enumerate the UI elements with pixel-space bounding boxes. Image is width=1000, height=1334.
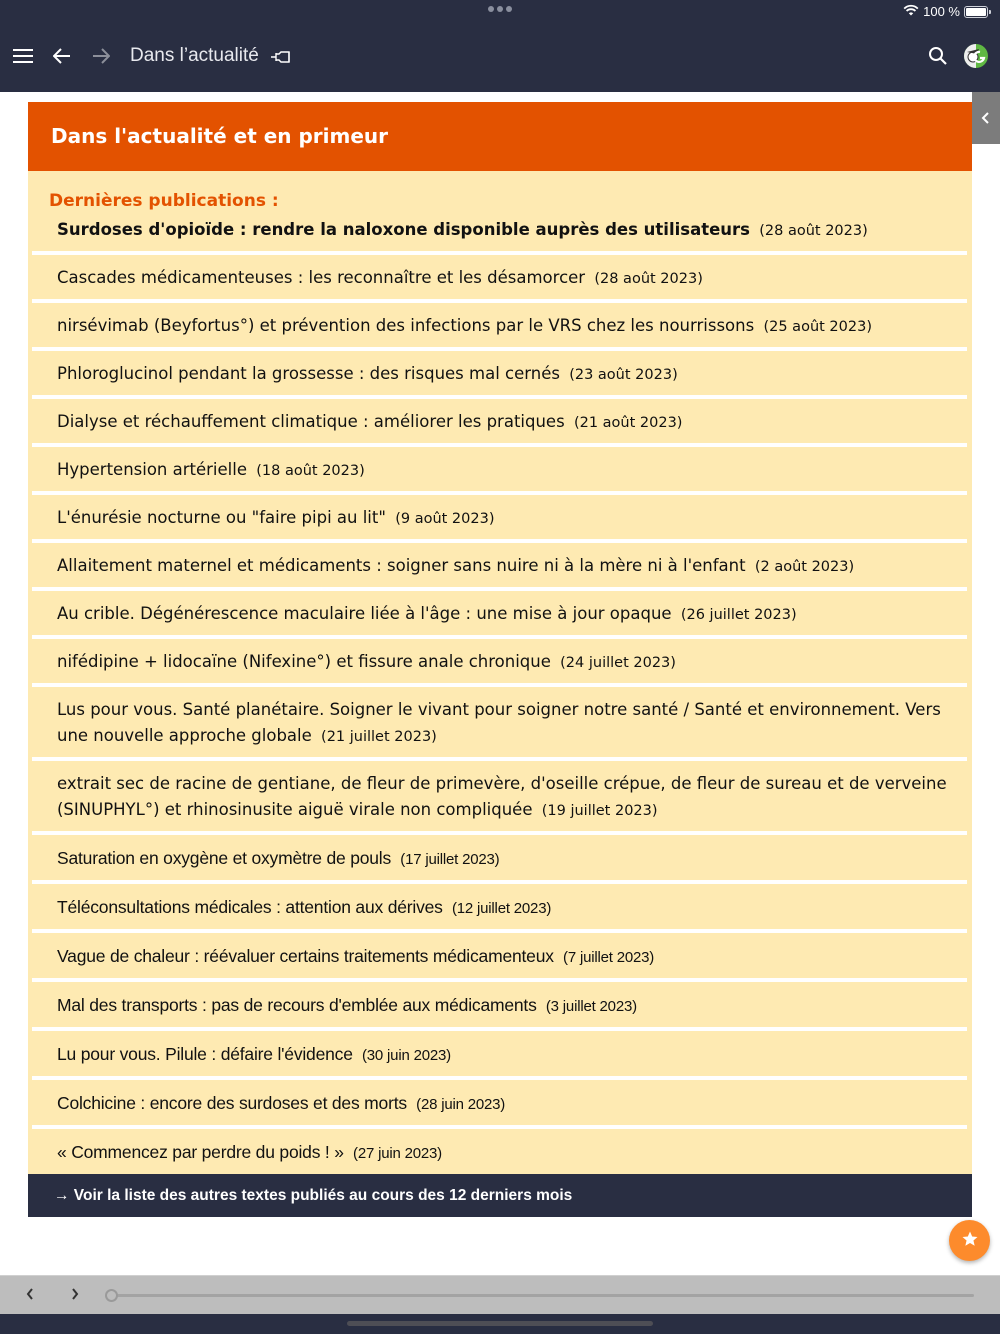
publication-date: (2 août 2023) xyxy=(754,559,855,575)
more-publications-link[interactable]: → Voir la liste des autres textes publiés au cours des 12 derniers mois xyxy=(28,1174,972,1217)
wifi-icon xyxy=(903,4,919,19)
panel-header: Dans l'actualité et en primeur xyxy=(28,102,972,171)
menu-button[interactable] xyxy=(9,44,37,72)
section-title: Dernières publications : xyxy=(49,191,279,211)
publication-title[interactable]: Allaitement maternel et médicaments : soigner sans nuire ni à la mère ni à l'enfant xyxy=(57,556,746,575)
publication-title[interactable]: Colchicine : encore des surdoses et des morts xyxy=(57,1093,407,1113)
search-icon xyxy=(928,46,948,70)
publication-date: (21 août 2023) xyxy=(573,415,683,431)
publication-date: (25 août 2023) xyxy=(763,319,872,335)
avatar xyxy=(963,43,989,73)
publication-title[interactable]: Hypertension artérielle xyxy=(57,460,247,479)
publication-date: (7 juillet 2023) xyxy=(563,949,655,966)
publication-title[interactable]: Saturation en oxygène et oxymètre de pouls xyxy=(57,848,392,868)
publication-item[interactable] xyxy=(32,591,967,639)
publication-item[interactable] xyxy=(32,639,967,687)
publication-item[interactable] xyxy=(32,884,967,933)
panel-body xyxy=(28,171,972,1174)
publication-date: (17 juillet 2023) xyxy=(400,851,500,868)
page-position-slider[interactable] xyxy=(110,1294,974,1297)
publication-date: (26 juillet 2023) xyxy=(680,607,797,623)
publication-date: (18 août 2023) xyxy=(256,463,365,479)
publication-date: (9 août 2023) xyxy=(395,511,495,527)
bottom-navigation-bar xyxy=(0,1275,1000,1314)
pin-button[interactable] xyxy=(270,48,294,70)
chevron-left-icon xyxy=(981,109,991,128)
favorite-button[interactable] xyxy=(949,1220,990,1261)
publication-title[interactable]: Téléconsultations médicales : attention aux dérives xyxy=(57,897,443,917)
publication-item[interactable] xyxy=(32,933,967,982)
publication-item[interactable] xyxy=(32,687,967,761)
publication-item[interactable] xyxy=(32,761,967,835)
publication-title[interactable]: Phloroglucinol pendant la grossesse : des risques mal cernés xyxy=(57,364,560,383)
publication-item[interactable] xyxy=(32,447,967,495)
publication-date: (27 juin 2023) xyxy=(353,1145,442,1162)
chevron-right-icon xyxy=(70,1286,80,1305)
pin-icon xyxy=(270,51,294,70)
previous-page-button[interactable] xyxy=(20,1285,40,1305)
page-title: Dans l’actualité xyxy=(130,45,259,66)
publication-title[interactable]: nifédipine + lidocaïne (Nifexine°) et fissure anale chronique xyxy=(57,652,551,671)
publication-date: (30 juin 2023) xyxy=(362,1047,451,1064)
multitasking-dots[interactable] xyxy=(488,6,512,12)
publication-date: (3 juillet 2023) xyxy=(545,998,637,1015)
publication-item[interactable] xyxy=(32,255,967,303)
news-panel xyxy=(28,102,972,1217)
publication-item[interactable] xyxy=(32,303,967,351)
publication-title[interactable]: Au crible. Dégénérescence maculaire liée à l'âge : une mise à jour opaque xyxy=(57,604,672,623)
publication-list xyxy=(28,217,972,1174)
forward-arrow-icon xyxy=(92,48,110,68)
slider-thumb[interactable] xyxy=(105,1289,118,1302)
publication-title[interactable]: « Commencez par perdre du poids ! » xyxy=(57,1142,344,1162)
star-icon xyxy=(961,1230,979,1252)
publication-item[interactable] xyxy=(32,543,967,591)
publication-item[interactable] xyxy=(32,1129,967,1174)
forward-button[interactable] xyxy=(87,44,115,72)
battery-percentage: 100 % xyxy=(923,4,960,19)
publication-title[interactable]: L'énurésie nocturne ou "faire pipi au lit" xyxy=(57,508,386,527)
status-bar xyxy=(0,0,1000,24)
chevron-left-icon xyxy=(25,1286,35,1305)
publication-date: (28 août 2023) xyxy=(594,271,703,287)
publication-date: (23 août 2023) xyxy=(569,367,678,383)
profile-button[interactable] xyxy=(962,44,990,72)
app-toolbar xyxy=(0,24,1000,92)
publication-date: (21 juillet 2023) xyxy=(321,729,437,745)
publication-title[interactable]: Lu pour vous. Pilule : défaire l'évidence xyxy=(57,1044,353,1064)
publication-item[interactable] xyxy=(32,1080,967,1129)
publication-title[interactable]: Vague de chaleur : réévaluer certains traitements médicamenteux xyxy=(57,946,554,966)
publication-item[interactable] xyxy=(32,399,967,447)
publication-item[interactable] xyxy=(32,1031,967,1080)
back-arrow-icon xyxy=(53,48,71,68)
publication-title[interactable]: Cascades médicamenteuses : les reconnaître et les désamorcer xyxy=(57,268,586,287)
publication-item[interactable] xyxy=(32,351,967,399)
publication-date: (19 juillet 2023) xyxy=(541,803,658,819)
search-button[interactable] xyxy=(924,44,952,72)
battery-icon xyxy=(964,6,988,18)
menu-icon xyxy=(13,48,33,68)
publication-title[interactable]: Surdoses d'opioïde : rendre la naloxone disponible auprès des utilisateurs xyxy=(57,220,750,239)
publication-item[interactable] xyxy=(32,217,967,255)
publication-title[interactable]: Mal des transports : pas de recours d'emblée aux médicaments xyxy=(57,995,537,1015)
side-panel-toggle[interactable] xyxy=(972,92,1000,144)
home-indicator-bar xyxy=(0,1314,1000,1334)
publication-item[interactable] xyxy=(32,982,967,1031)
back-button[interactable] xyxy=(48,44,76,72)
publication-title[interactable]: Lus pour vous. Santé planétaire. Soigner le vivant pour soigner notre santé / Santé et environnement. Vers une nouvelle approche globale xyxy=(57,700,941,745)
publication-item[interactable] xyxy=(32,495,967,543)
publication-item[interactable] xyxy=(32,835,967,884)
publication-title[interactable]: extrait sec de racine de gentiane, de fleur de primevère, d'oseille crépue, de fleur de sureau et de verveine (SINUPHYL°) et rhinosinusite aiguë virale non compliquée xyxy=(57,774,947,819)
next-page-button[interactable] xyxy=(65,1285,85,1305)
publication-title[interactable]: nirsévimab (Beyfortus°) et prévention des infections par le VRS chez les nourrissons xyxy=(57,316,755,335)
publication-date: (28 août 2023) xyxy=(759,223,868,239)
home-indicator[interactable] xyxy=(347,1321,653,1326)
publication-date: (24 juillet 2023) xyxy=(560,655,676,671)
publication-date: (28 juin 2023) xyxy=(416,1096,506,1113)
publication-title[interactable]: Dialyse et réchauffement climatique : améliorer les pratiques xyxy=(57,412,565,431)
publication-date: (12 juillet 2023) xyxy=(451,900,552,917)
